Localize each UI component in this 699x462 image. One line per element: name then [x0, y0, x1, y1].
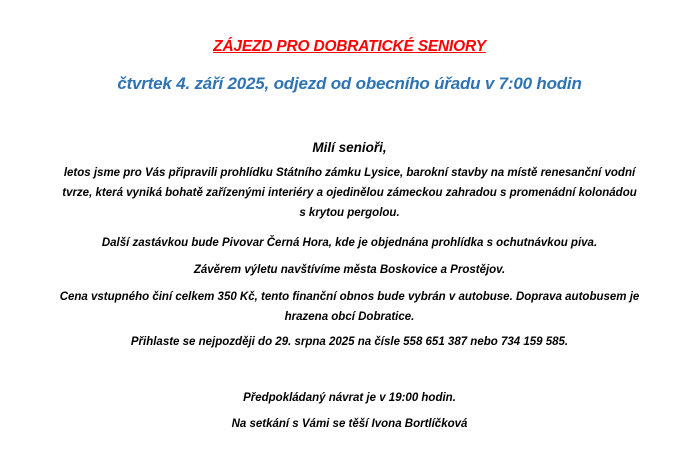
greeting: Milí senioři,	[312, 140, 387, 155]
paragraph-towns: Závěrem výletu navštívíme města Boskovice a Prostějov.	[193, 264, 506, 276]
paragraph-return: Předpokládaný návrat je v 19:00 hodin.	[243, 392, 456, 404]
signature-line: Na setkání s Vámi se těší Ivona Bortlíčková	[231, 418, 468, 430]
paragraph-line: tvrze, která vyniká bohatě zařízenými interiéry a ojedinělou zámeckou zahradou s promenádní kolonádou	[62, 187, 637, 199]
document-title: ZÁJEZD PRO DOBRATICKÉ SENIORY	[213, 38, 486, 55]
paragraph-registration: Přihlaste se nejpozději do 29. srpna 2025 na čísle 558 651 387 nebo 734 159 585.	[130, 336, 569, 348]
document-subtitle: čtvrtek 4. září 2025, odjezd od obecního úřadu v 7:00 hodin	[117, 74, 582, 93]
paragraph-line: s krytou pergolou.	[299, 207, 400, 219]
paragraph-line: letos jsme pro Vás připravili prohlídku Státního zámku Lysice, barokní stavby na místě renesanční vodní	[63, 167, 636, 179]
paragraph-price	[0, 287, 699, 327]
paragraph-brewery: Další zastávkou bude Pivovar Černá Hora, kde je objednána prohlídka s ochutnávkou piva.	[101, 237, 598, 249]
paragraph-line: hrazena obcí Dobratice.	[284, 311, 415, 323]
paragraph-line: Cena vstupného činí celkem 350 Kč, tento finanční obnos bude vybrán v autobuse. Doprava autobusem je	[59, 291, 640, 303]
paragraph-lysice	[0, 163, 699, 223]
